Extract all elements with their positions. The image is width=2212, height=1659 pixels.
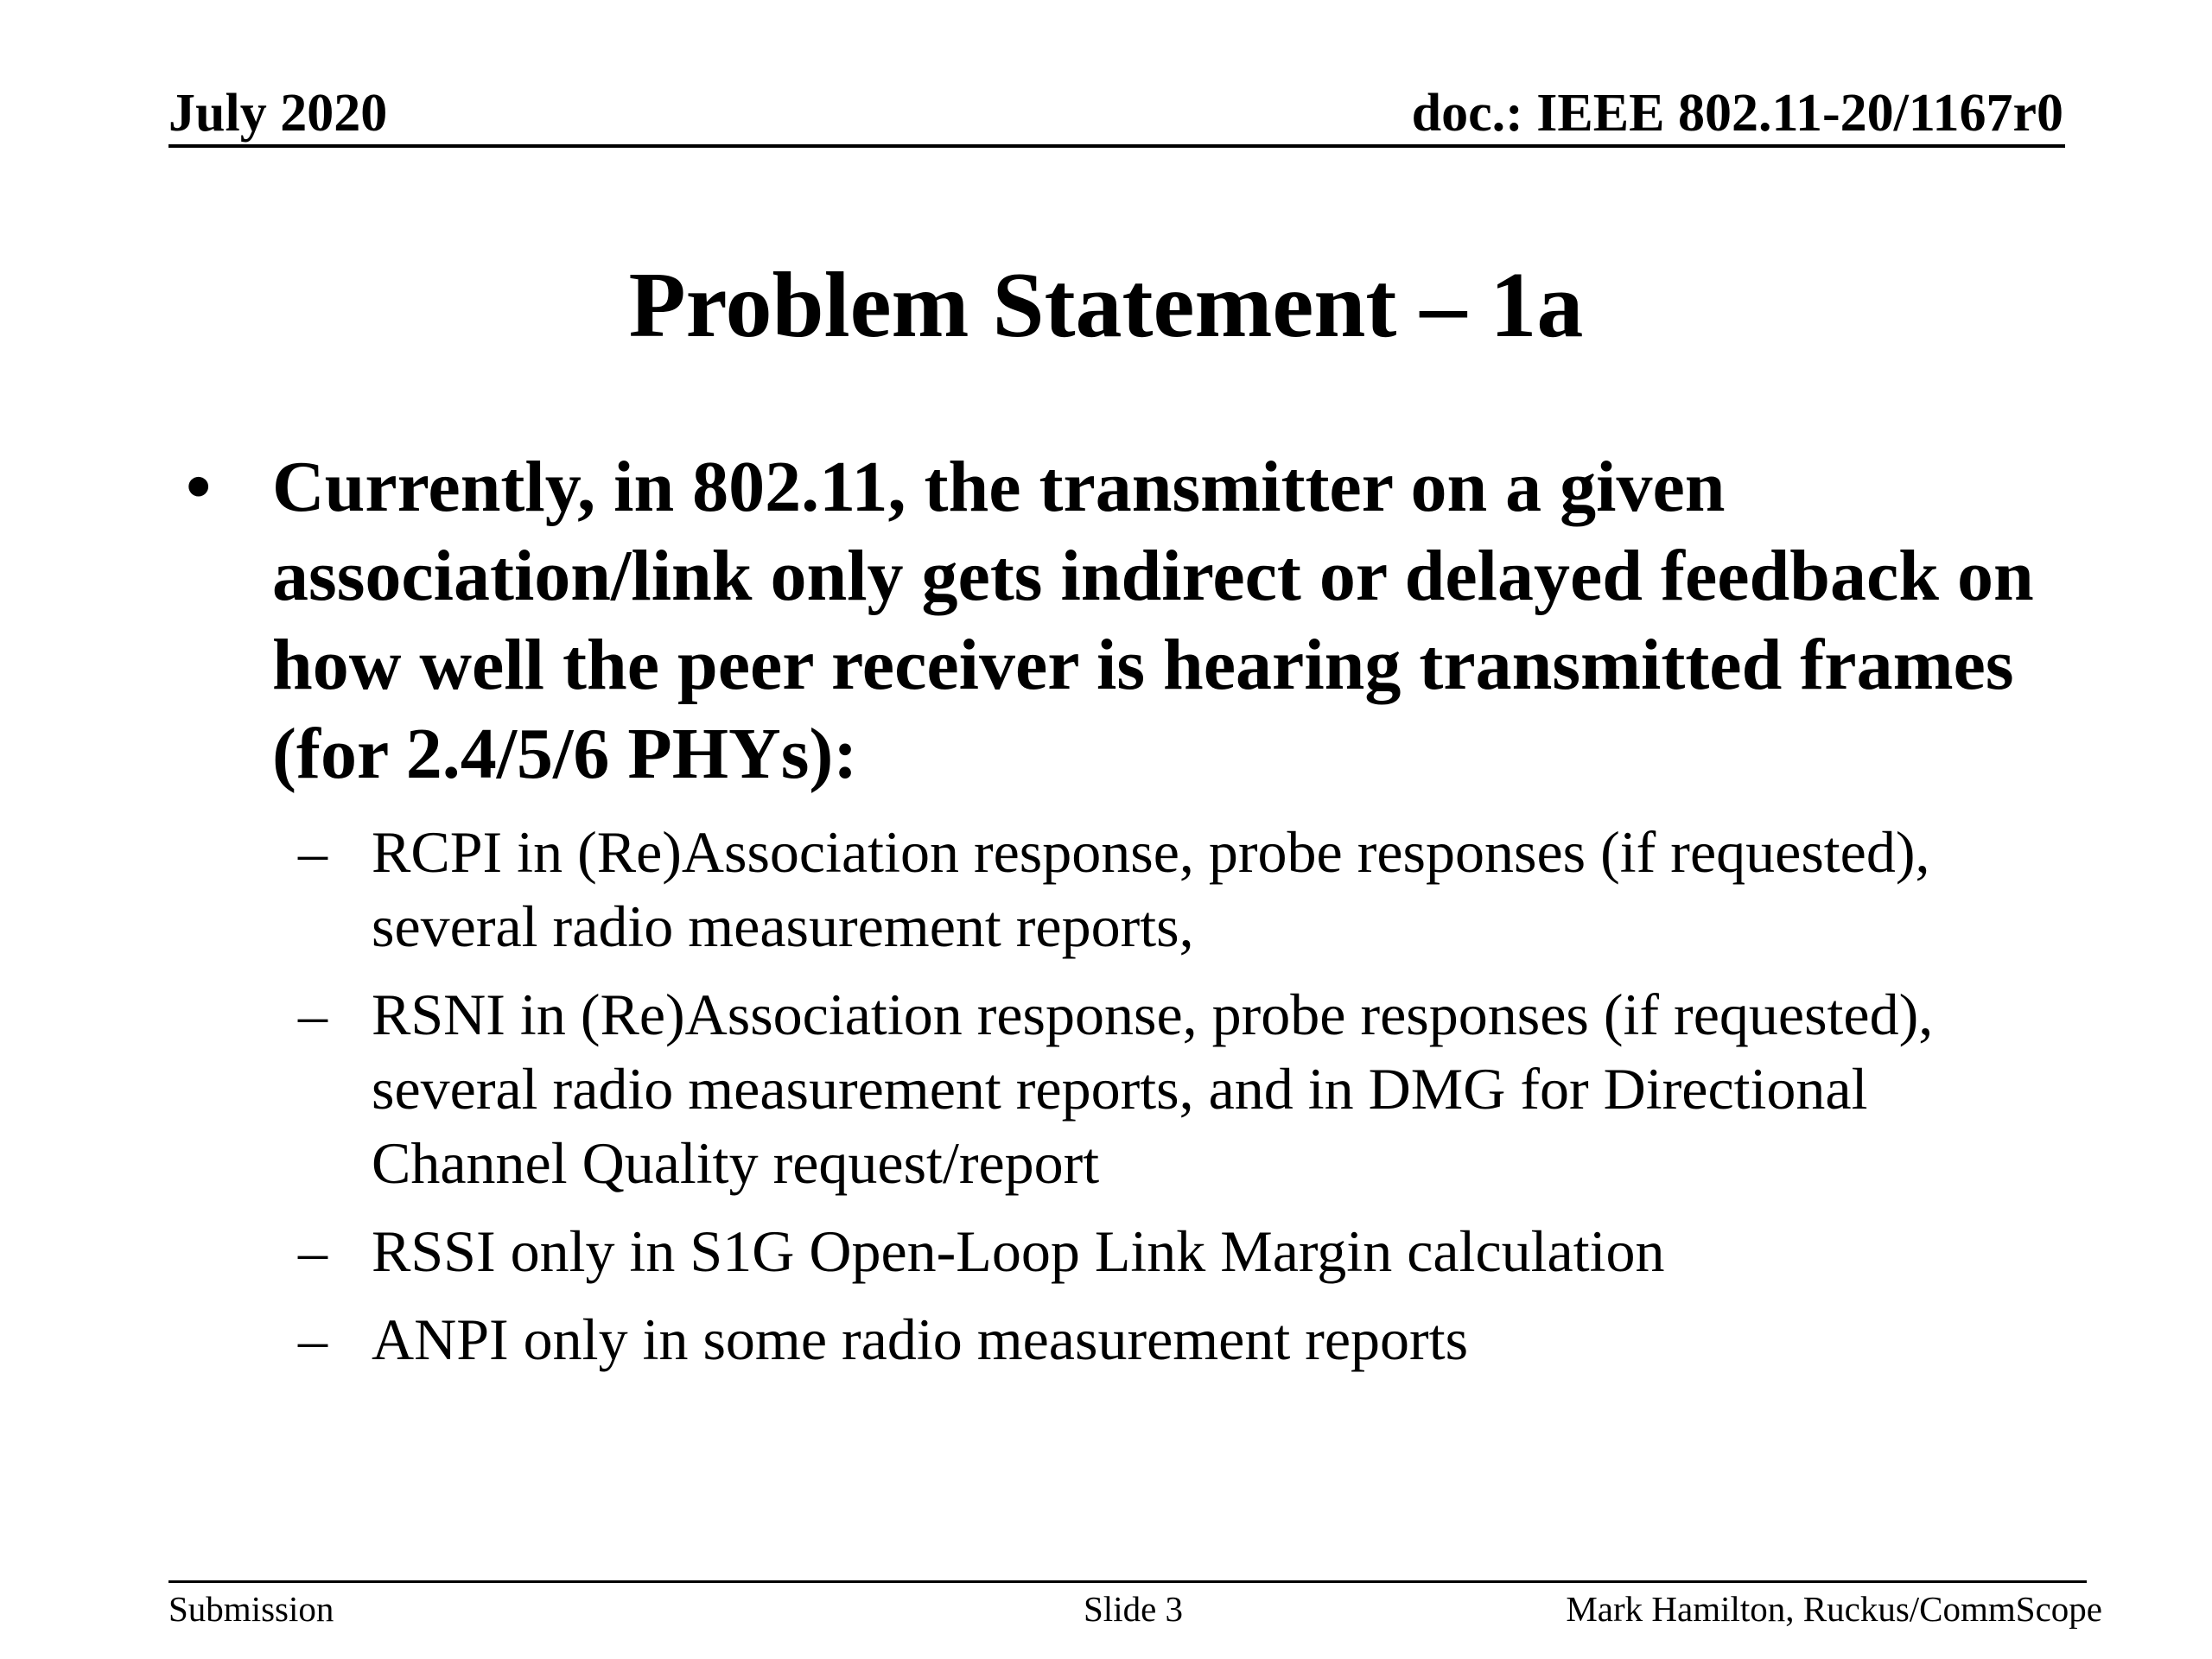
- dash-marker: –: [298, 1218, 327, 1284]
- footer-slide-number: Slide 3: [1084, 1589, 1184, 1629]
- footer-author: Mark Hamilton, Ruckus/CommScope: [1566, 1589, 2102, 1629]
- footer-submission: Submission: [168, 1589, 334, 1629]
- sub-bullet-text: RSSI only in S1G Open-Loop Link Margin calculation: [372, 1218, 1665, 1284]
- sub-bullet-text: RCPI in (Re)Association response, probe responses (if requested), several radio measurement reports,: [372, 819, 1930, 959]
- footer-divider: [168, 1580, 2087, 1583]
- slide-title: Problem Statement – 1a: [628, 254, 1584, 357]
- main-bullet-text: Currently, in 802.11, the transmitter on a given association/link only gets indirect or delayed feedback on how well the peer receiver is hearing transmitted frames (for 2.4/5/6 PHYs):: [272, 447, 2034, 794]
- sub-bullet-anpi: [298, 1302, 2061, 1376]
- sub-bullet-rssi: [298, 1214, 2061, 1288]
- sub-bullet-text: RSNI in (Re)Association response, probe responses (if requested), several radio measurement reports, and in DMG for Directional Channel Quality request/report: [372, 982, 1934, 1196]
- sub-bullet-list: [298, 815, 2061, 1390]
- bullet-marker: •: [186, 447, 212, 527]
- sub-bullet-rsni: [298, 977, 2061, 1200]
- sub-bullet-rcpi: [298, 815, 2061, 963]
- header-date: July 2020: [168, 84, 388, 143]
- header-doc-id: doc.: IEEE 802.11-20/1167r0: [1411, 84, 2063, 143]
- dash-marker: –: [298, 982, 327, 1047]
- sub-bullet-text: ANPI only in some radio measurement reports: [372, 1306, 1469, 1372]
- dash-marker: –: [298, 1306, 327, 1372]
- dash-marker: –: [298, 819, 327, 885]
